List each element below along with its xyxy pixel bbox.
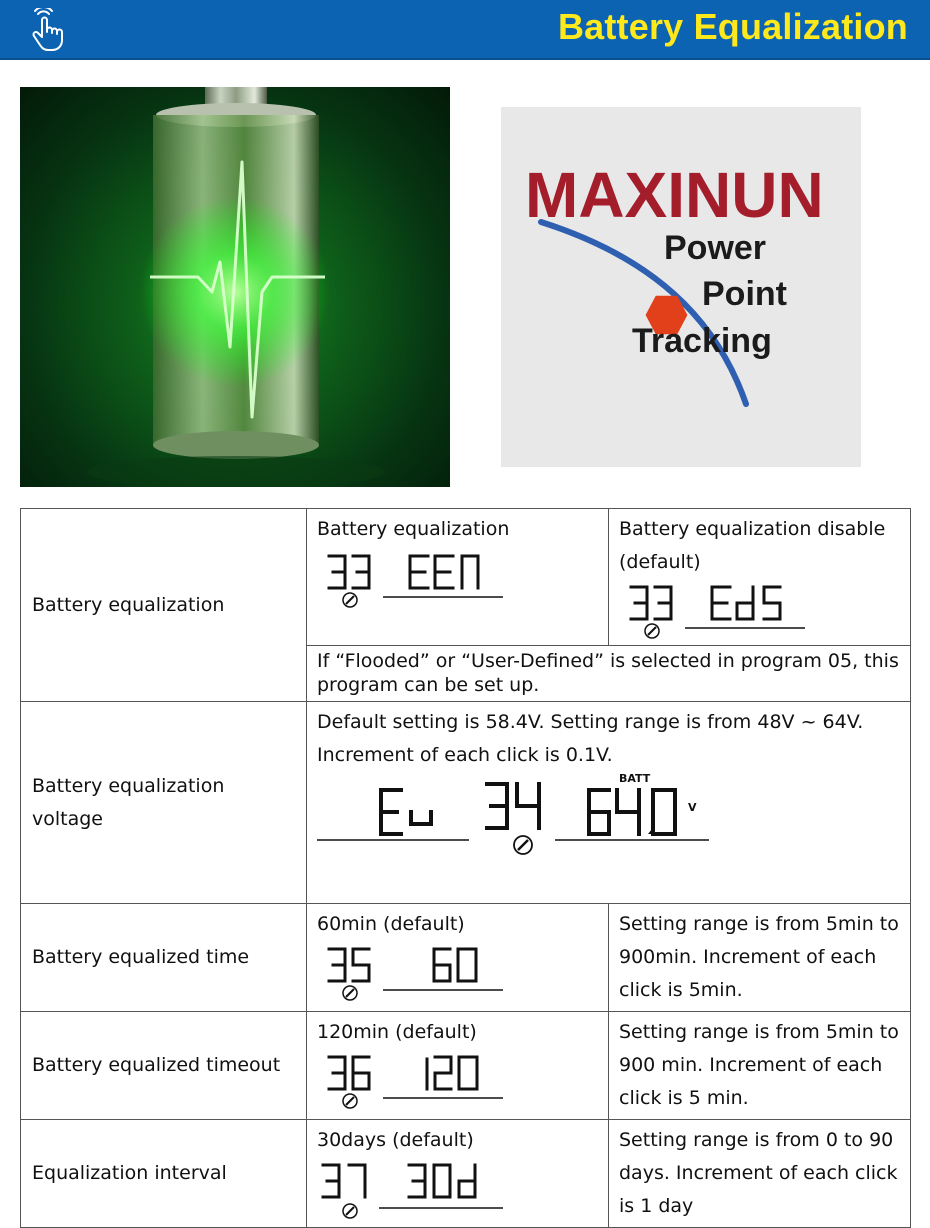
option-cell (307, 1120, 609, 1228)
description-line: Default setting is 58.4V. Setting range is from 48V ~ 64V. (317, 711, 864, 733)
logo-line-tracking: Tracking (632, 322, 772, 360)
description-cell: Setting range is from 0 to 90 days. Increment of each click is 1 day (609, 1120, 911, 1228)
option-cell (609, 509, 911, 646)
option-cell (307, 1012, 609, 1120)
option-label: 60min (default) (317, 913, 465, 935)
option-label: 120min (default) (317, 1021, 477, 1043)
table-row (21, 702, 911, 904)
param-name: Battery equalized timeout (21, 1012, 307, 1120)
batt-label: BATT (619, 774, 651, 785)
logo-line-point: Point (702, 275, 787, 313)
option-label: Battery equalization disable (default) (619, 518, 886, 573)
lcd-display (317, 1051, 517, 1111)
option-label: 30days (default) (317, 1129, 474, 1151)
settings-table (20, 508, 911, 1228)
table-row (21, 904, 911, 1012)
logo-brand: MAXINUN (525, 159, 824, 231)
lcd-display (317, 943, 517, 1003)
logo-line-power: Power (664, 229, 767, 267)
table-row (21, 1012, 911, 1120)
option-cell (307, 904, 609, 1012)
description-cell: Setting range is from 5min to 900min. Increment of each click is 5min. (609, 904, 911, 1012)
table-row (21, 1120, 911, 1228)
param-name: Battery equalization (21, 509, 307, 702)
hand-pointer-icon (24, 8, 68, 52)
table-row (21, 509, 911, 646)
unit-label: V (688, 801, 697, 814)
page-header (0, 0, 930, 60)
description-cell: Setting range is from 5min to 900 min. Increment of each click is 5 min. (609, 1012, 911, 1120)
battery-image (20, 87, 450, 487)
param-name: Equalization interval (21, 1120, 307, 1228)
lcd-display (619, 581, 819, 641)
lcd-display (317, 774, 737, 864)
note-cell: If “Flooded” or “User-Defined” is selected in program 05, this program can be set up. (307, 646, 911, 702)
param-name: Battery equalization voltage (21, 702, 307, 904)
option-label: Battery equalization (317, 518, 510, 540)
lcd-display (317, 548, 517, 612)
maxinun-logo (501, 107, 861, 467)
param-name: Battery equalized time (21, 904, 307, 1012)
lcd-display (317, 1159, 517, 1219)
description-cell (307, 702, 911, 904)
page-title: Battery Equalization (557, 6, 908, 47)
description-line: Increment of each click is 0.1V. (317, 744, 613, 766)
option-cell (307, 509, 609, 646)
